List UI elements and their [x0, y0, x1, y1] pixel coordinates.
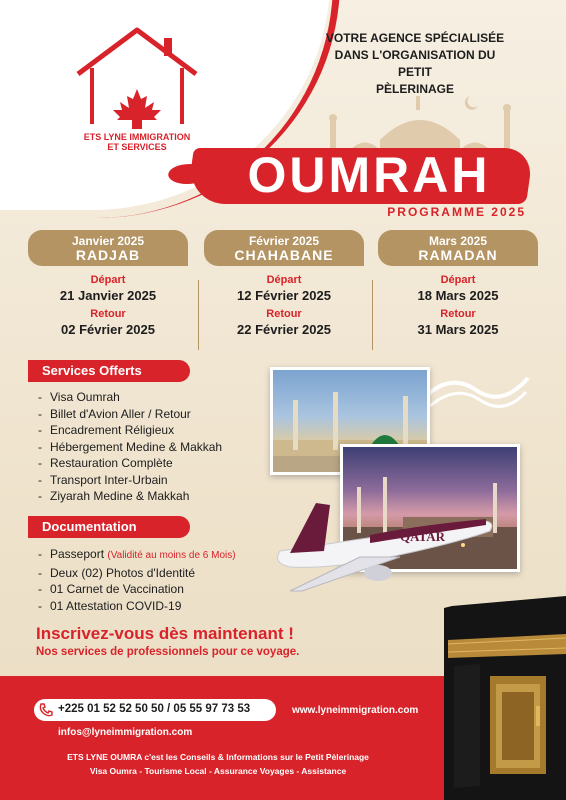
company-name-line1: ETS LYNE IMMIGRATION [83, 132, 191, 142]
list-item: - Hébergement Medine & Makkah [36, 439, 222, 456]
footer-line1: ETS LYNE OUMRA c'est les Conseils & Informations sur le Petit Pèlerinage [67, 752, 369, 762]
month-column-february [204, 230, 364, 350]
list-item-text: 01 Attestation COVID-19 [50, 598, 182, 613]
depart-date: 21 Janvier 2025 [59, 288, 157, 303]
retour-date: 22 Février 2025 [237, 322, 331, 337]
month-period: RAMADAN [418, 247, 498, 263]
tagline-line2: DANS L'ORGANISATION DU PETIT [334, 48, 496, 79]
month-period: RADJAB [75, 247, 141, 263]
hero-title: OUMRAH [247, 147, 491, 203]
list-item: - Billet d'Avion Aller / Retour [36, 406, 222, 423]
tagline [320, 30, 510, 98]
airline-name: QATAR [400, 529, 446, 544]
month-name: Février 2025 [248, 234, 320, 248]
list-item-note: (Validité au moins de 6 Mois) [107, 550, 236, 561]
maple-leaf-icon [109, 87, 165, 131]
month-header [28, 230, 188, 266]
month-name: Janvier 2025 [71, 234, 145, 248]
list-item: - Visa Oumrah [36, 389, 222, 406]
month-header [204, 230, 364, 266]
retour-date: 02 Février 2025 [61, 322, 155, 337]
retour-label: Retour [440, 308, 476, 320]
list-item-text: 01 Carnet de Vaccination [50, 582, 184, 596]
depart-date: 18 Mars 2025 [417, 288, 499, 303]
footer-line2: Visa Oumra - Tourisme Local - Assurance Voyages - Assistance [89, 766, 347, 776]
company-name-line2: ET SERVICES [107, 142, 167, 152]
retour-date: 31 Mars 2025 [417, 322, 499, 337]
column-divider [372, 280, 373, 350]
company-name [72, 132, 202, 152]
airplane-icon [250, 495, 500, 595]
services-heading: Services Offerts [28, 360, 190, 382]
website-link[interactable]: www.lyneimmigration.com [292, 705, 419, 716]
tagline-line1: VOTRE AGENCE SPÉCIALISÉE [325, 31, 505, 45]
phone-icon [38, 702, 54, 718]
list-item: - Restauration Complète [36, 455, 222, 472]
programme-subtitle: PROGRAMME 2025 [387, 205, 526, 219]
list-item: - Transport Inter-Urbain [36, 472, 222, 489]
depart-date: 12 Février 2025 [237, 288, 331, 303]
list-item-text: Passeport [50, 547, 108, 561]
month-column-january [28, 230, 188, 350]
column-divider [198, 280, 199, 350]
month-header [378, 230, 538, 266]
list-item: - Ziyarah Medine & Makkah [36, 488, 222, 505]
tagline-line3: PÈLERINAGE [375, 82, 454, 96]
documentation-list [36, 546, 236, 614]
list-item [36, 598, 236, 615]
services-list [36, 389, 222, 505]
documentation-heading: Documentation [28, 516, 190, 538]
email-link[interactable]: infos@lyneimmigration.com [58, 727, 193, 738]
list-item [36, 581, 236, 598]
depart-label: Départ [90, 274, 126, 286]
month-column-march [378, 230, 538, 350]
retour-label: Retour [90, 308, 126, 320]
list-item [36, 565, 236, 582]
cta-headline: Inscrivez-vous dès maintenant ! [36, 624, 294, 643]
decorative-swirl-icon [420, 368, 530, 408]
phone-numbers[interactable]: +225 01 52 52 50 50 / 05 55 97 73 53 [58, 703, 251, 715]
month-period: CHAHABANE [234, 247, 334, 263]
depart-label: Départ [440, 274, 476, 286]
depart-label: Départ [266, 274, 302, 286]
list-item: - Encadrement Réligieux [36, 422, 222, 439]
kaaba-icon [444, 596, 566, 800]
retour-label: Retour [266, 308, 302, 320]
list-item [36, 546, 236, 565]
list-item-text: Deux (02) Photos d'Identité [50, 565, 196, 580]
cta-subline: Nos services de professionnels pour ce voyage. [36, 646, 300, 658]
month-schedule [28, 230, 540, 350]
month-name: Mars 2025 [428, 234, 488, 248]
company-logo [72, 24, 202, 164]
